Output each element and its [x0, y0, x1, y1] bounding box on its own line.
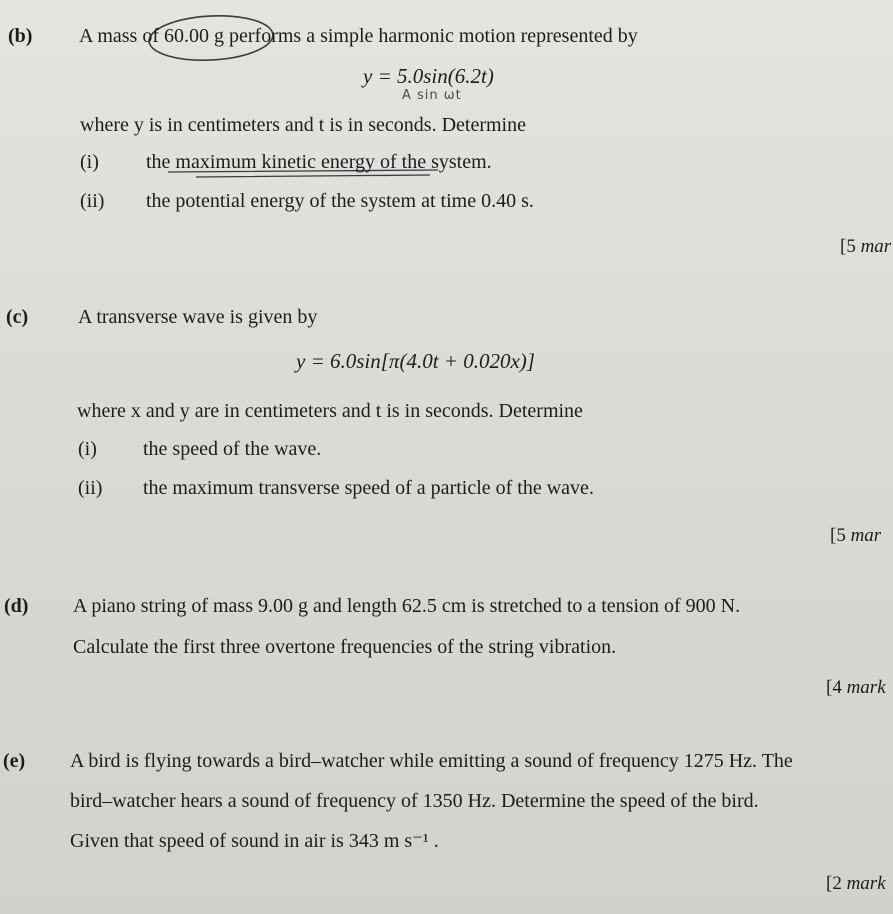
part-b-item-ii-text: the potential energy of the system at time 0.40 s.	[146, 190, 534, 212]
part-b-item-ii-num: (ii)	[80, 190, 105, 212]
part-b-equation	[363, 63, 494, 89]
part-d-line1: A piano string of mass 9.00 g and length 62.5 cm is stretched to a tension of 900 N.	[73, 595, 741, 617]
part-c-item-ii-text: the maximum transverse speed of a particle of the wave.	[143, 477, 594, 499]
part-c-intro: A transverse wave is given by	[78, 306, 318, 328]
part-b-item-i-num: (i)	[80, 151, 99, 173]
part-c-equation-lhs: y	[296, 349, 306, 373]
part-c-equation	[296, 348, 535, 374]
part-b-intro: A mass of 60.00 g performs a simple harmonic motion represented by	[79, 25, 638, 47]
part-b-marks: [5 mar	[840, 236, 892, 257]
part-c-where: where x and y are in centimeters and t is in seconds. Determine	[77, 400, 583, 422]
handwritten-note: A sin ωt	[402, 88, 462, 103]
part-b-equation-rhs: = 5.0sin(6.2t)	[372, 64, 494, 88]
part-e-line3: Given that speed of sound in air is 343 m s⁻¹ .	[70, 830, 439, 852]
part-e-line1: A bird is flying towards a bird–watcher while emitting a sound of frequency 1275 Hz. The	[70, 750, 793, 772]
part-c-equation-rhs: = 6.0sin[π(4.0t + 0.020x)]	[305, 349, 535, 373]
part-e-line2: bird–watcher hears a sound of frequency of 1350 Hz. Determine the speed of the bird.	[70, 790, 759, 812]
part-c-item-i-text: the speed of the wave.	[143, 438, 322, 460]
part-d-line2: Calculate the first three overtone frequencies of the string vibration.	[73, 636, 617, 658]
part-b-equation-lhs: y	[363, 64, 373, 88]
part-b-item-i-text: the maximum kinetic energy of the system.	[146, 151, 492, 173]
part-e-marks: [2 mark	[826, 873, 886, 894]
part-c-item-i-num: (i)	[78, 438, 97, 460]
part-d-marks: [4 mark	[826, 677, 886, 698]
part-c-item-ii-num: (ii)	[78, 477, 103, 499]
part-b-where: where y is in centimeters and t is in seconds. Determine	[80, 114, 526, 136]
part-e-label: (e)	[3, 750, 26, 772]
part-b-label: (b)	[8, 25, 33, 47]
part-c-marks: [5 mar	[830, 525, 882, 546]
part-d-label: (d)	[4, 595, 29, 617]
part-c-label: (c)	[6, 306, 29, 328]
